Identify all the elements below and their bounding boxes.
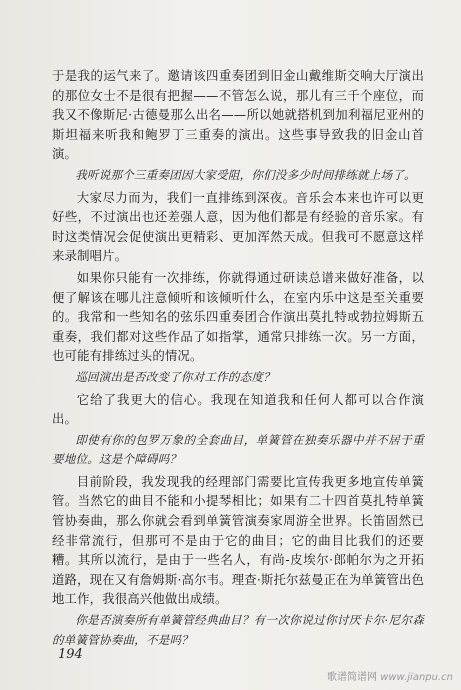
watermark <box>327 668 453 683</box>
watermark-site: 歌谱简谱网 <box>327 672 377 683</box>
paragraph-5: 目前阶段，我发现我的经理部门需要比宣传我更多地宣传单簧管。当然它的曲目不能和小提琴相比；如果有二十四首莫扎特单簧管协奏曲，那么你就会看到单簧管演奏家周游全世界。长笛固然已经非常流行，但那可不是由于它的曲目；它的曲目比我们的还要糟。其所以流行，是由于一些名人，有尚-皮埃尔·郎帕尔为之开拓道路，现在又有詹姆斯·高尔韦。理查·斯托尔兹曼正在为单簧管出色地工作，我很高兴他做出成绩。 <box>52 473 424 607</box>
watermark-url: www.jianpu.cn <box>380 672 453 683</box>
question-4: 你是否演奏所有单簧管经典曲目？有一次你说过你讨厌卡尔·尼尔森的单簧管协奏曲，不是吗？ <box>52 613 424 647</box>
paragraph-2: 大家尽力而为，我们一直排练到深夜。音乐会本来也许可以更好些，不过演出也还差强人意，因为他们都是有经验的音乐家。有时这类情况会促使演出更精彩、更加浑然天成。但我可不愿意这样来录制唱片。 <box>52 189 424 264</box>
page-body <box>52 66 424 650</box>
paragraph-4: 它给了我更大的信心。我现在知道我和任何人都可以合作演出。 <box>52 391 424 427</box>
paragraph-1: 于是我的运气来了。邀请该四重奏团到旧金山戴维斯交响大厅演出的那位女士不是很有把握——不管怎么说，那儿有三千个座位，而我又不像斯尼·古德曼那么出名——所以她就搭机到加利福尼亚州的斯坦福来听我和鲍罗丁三重奏的演出。这些事导致我的旧金山首演。 <box>52 68 424 162</box>
question-2: 巡回演出是否改变了你对工作的态度？ <box>75 369 275 384</box>
paragraph-3: 如果你只能有一次排练，你就得通过研读总谱来做好准备，以便了解该在哪儿注意倾听和该倾听什么，在室内乐中这是至关重要的。我常和一些知名的弦乐四重奏团合作演出莫扎特或勃拉姆斯五重奏，我们都对这些作品了如指掌，通常只排练一次。另一方面，也可能有排练过头的情况。 <box>52 269 424 364</box>
question-1: 我听说那个三重奏团因大家受阻，你们没多少时间排练就上场了。 <box>75 167 416 182</box>
page-number: 194 <box>58 647 83 662</box>
question-3: 即使有你的包罗万象的全套曲目，单簧管在独奏乐器中并不居于重要地位。这是个障碍吗？ <box>52 432 424 467</box>
